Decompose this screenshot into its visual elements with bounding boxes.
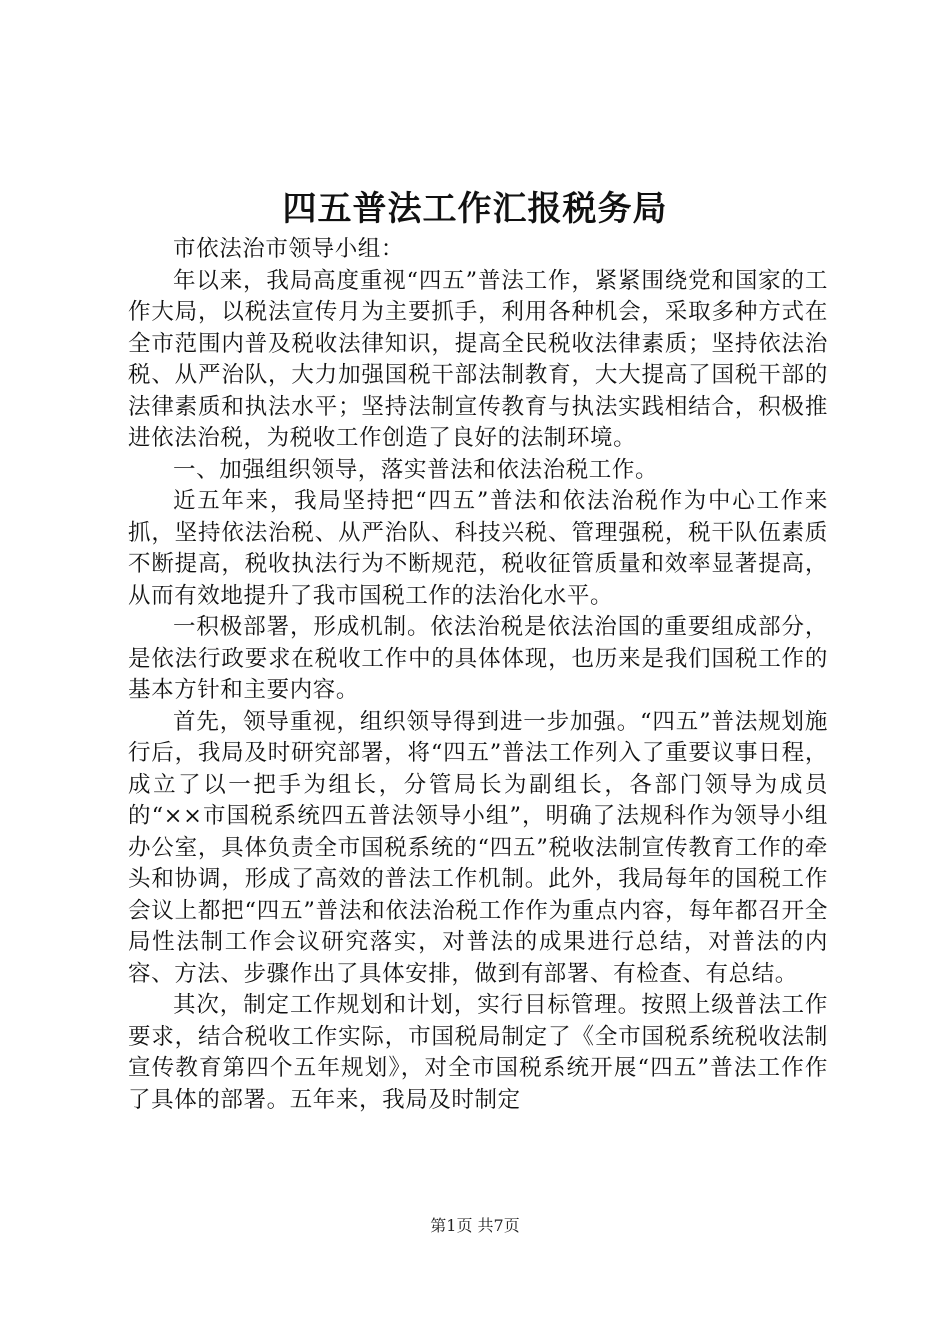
body-paragraph: 近五年来，我局坚持把“四五”普法和依法治税作为中心工作来抓，坚持依法治税、从严治队、科技兴税、管理强税，税干队伍素质不断提高，税收执法行为不断规范，税收征管质量和效率显著提高，从而有效地提升了我市国税工作的法治化水平。 <box>128 488 828 609</box>
salutation-paragraph: 市依法治市领导小组： <box>173 236 405 262</box>
section-heading-paragraph: 一、加强组织领导，落实普法和依法治税工作。 <box>173 456 659 483</box>
body-paragraph: 一积极部署，形成机制。依法治税是依法治国的重要组成部分，是依法行政要求在税收工作中的具体体现，也历来是我们国税工作的基本方针和主要内容。 <box>128 614 828 703</box>
body-paragraph: 年以来，我局高度重视“四五”普法工作，紧紧围绕党和国家的工作大局，以税法宣传月为主要抓手，利用各种机会，采取多种方式在全市范围内普及税收法律知识，提高全民税收法律素质；坚持依法治税、从严治队，大力加强国税干部法制教育，大大提高了国税干部的法律素质和执法水平；坚持法制宣传教育与执法实践相结合，积极推进依法治税，为税收工作创造了良好的法制环境。 <box>128 267 828 451</box>
document-title: 四五普法工作汇报税务局 <box>282 189 668 229</box>
body-paragraph: 其次，制定工作规划和计划，实行目标管理。按照上级普法工作要求，结合税收工作实际，市国税局制定了《全市国税系统税收法制宣传教育第四个五年规划》，对全市国税系统开展“四五”普法工作作了具体的部署。五年来，我局及时制定 <box>128 992 828 1113</box>
page-number-footer: 第1页 共7页 <box>430 1216 520 1235</box>
document-body <box>128 234 828 1116</box>
body-paragraph: 首先，领导重视，组织领导得到进一步加强。“四五”普法规划施行后，我局及时研究部署，将“四五”普法工作列入了重要议事日程，成立了以一把手为组长，分管局长为副组长，各部门领导为成员的“××市国税系统四五普法领导小组”，明确了法规科作为领导小组办公室，具体负责全市国税系统的“四五”税收法制宣传教育工作的牵头和协调，形成了高效的普法工作机制。此外，我局每年的国税工作会议上都把“四五”普法和依法治税工作作为重点内容，每年都召开全局性法制工作会议研究落实，对普法的成果进行总结，对普法的内容、方法、步骤作出了具体安排，做到有部署、有检查、有总结。 <box>128 708 828 987</box>
